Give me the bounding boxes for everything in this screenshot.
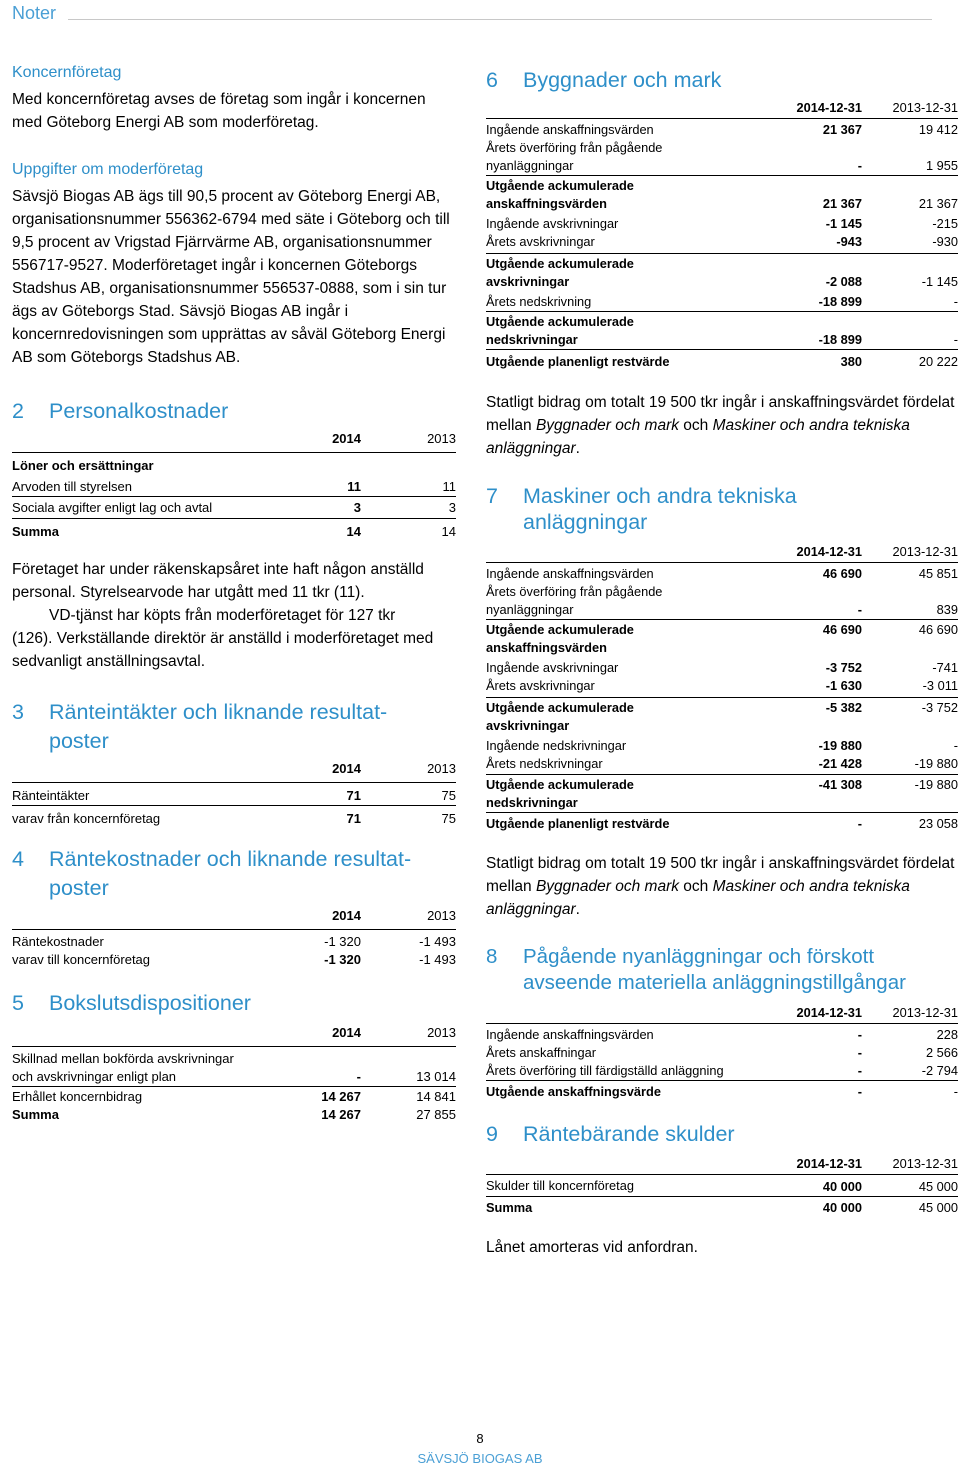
col-2014: 2014	[271, 430, 361, 452]
col-2014: 2014	[271, 1024, 361, 1046]
row-value-2013: 11	[442, 478, 456, 494]
row-value-2013: 45 851	[918, 566, 958, 581]
note-2	[12, 397, 456, 543]
note-4-title-line-1: Räntekostnader och liknande resultat-	[49, 847, 412, 871]
table-row	[486, 1175, 958, 1197]
row-value-2014: 14	[271, 519, 361, 543]
row-label: Ingående anskaffningsvärden	[486, 122, 654, 137]
row-label: Ingående anskaffningsvärden	[486, 566, 654, 581]
row-value-2014: -	[857, 816, 862, 831]
note-8-heading	[486, 944, 958, 996]
note-3-title-line-1: Ränteintäkter och liknande resultat-	[49, 700, 388, 724]
row-value-2014: 46 690	[822, 622, 862, 637]
col-2013-12-31: 2013-12-31	[862, 99, 958, 119]
note-7-number: 7	[486, 484, 498, 508]
row-label: Ingående avskrivningar	[486, 216, 619, 231]
row-value-2013: -	[953, 1084, 958, 1099]
table-row	[486, 291, 958, 312]
note-italic: Maskiner och andra tekniska anläggningar	[486, 417, 910, 457]
table-row	[12, 1046, 456, 1068]
moderforetag-heading: Uppgifter om moderföretag	[12, 161, 204, 178]
row-label: nyanläggningar	[486, 601, 752, 620]
table-row	[486, 1062, 958, 1081]
col-2013: 2013	[361, 907, 456, 929]
row-value-2013: -19 880	[862, 755, 958, 775]
row-label: Utgående ackumulerade	[486, 178, 634, 193]
row-value-2014: 71	[271, 805, 361, 828]
row-value-2014: 11	[347, 478, 361, 494]
note-5-table	[12, 1024, 456, 1126]
row-value-2013: -741	[932, 660, 958, 675]
note-9-number: 9	[486, 1122, 498, 1146]
row-value-2014: -	[752, 1062, 862, 1081]
row-label: nyanläggningar	[486, 157, 752, 176]
note-4-number: 4	[12, 847, 24, 871]
row-value-2014: -5 382	[825, 699, 862, 715]
note-8-table	[486, 1004, 958, 1103]
row-label: Skillnad mellan bokförda avskrivningar	[12, 1050, 234, 1066]
note-3-title-line-2: poster	[49, 729, 109, 753]
table-row	[486, 331, 958, 350]
row-label: Ingående avskrivningar	[486, 660, 619, 675]
row-value-2013: -3 752	[921, 699, 958, 715]
note-8-title	[523, 944, 906, 996]
row-value-2013: -19 880	[914, 777, 958, 792]
row-value-2014: -	[356, 1068, 361, 1084]
note-4	[12, 845, 456, 971]
row-value-2013: 75	[361, 805, 456, 828]
table-row	[486, 311, 958, 331]
col-2014-12-31: 2014-12-31	[752, 99, 862, 119]
table-row	[486, 775, 958, 795]
note-text: Statligt bidrag om totalt 19 500 tkr ingår i anskaffningsvärdet fördelat mellan	[486, 394, 955, 434]
row-value-2014: -21 428	[752, 755, 862, 775]
table-row	[486, 233, 958, 253]
table-row	[486, 717, 958, 735]
row-value-2014: -	[857, 1027, 862, 1042]
note-4-heading	[12, 845, 456, 903]
note-7-title	[523, 483, 797, 535]
row-value-2013: 839	[862, 601, 958, 620]
table-row	[12, 1087, 456, 1107]
row-value-2014: -1 145	[825, 216, 862, 231]
table-row	[486, 657, 958, 677]
note-italic: Byggnader och mark	[535, 878, 679, 895]
note-6-note	[486, 391, 958, 460]
note-5-number: 5	[12, 991, 24, 1015]
row-label: Ingående nedskrivningar	[486, 737, 627, 753]
row-value-2013: 21 367	[918, 196, 958, 211]
note-2-title: Personalkostnader	[49, 399, 229, 423]
row-label: Löner och ersättningar	[12, 457, 154, 473]
table-row	[486, 677, 958, 697]
table-header-row	[486, 99, 958, 119]
col-2014-12-31: 2014-12-31	[752, 1004, 862, 1024]
row-value-2013: -3 011	[862, 677, 958, 697]
note-text: .	[575, 440, 580, 457]
note-5-heading	[12, 989, 456, 1018]
row-value-2013: 46 690	[918, 622, 958, 637]
note-7-note	[486, 852, 958, 921]
row-label: Utgående ackumulerade	[486, 699, 634, 715]
koncernforetag-heading: Koncernföretag	[12, 64, 122, 81]
row-value-2013: 27 855	[416, 1107, 456, 1122]
table-row	[12, 929, 456, 951]
footer-company: SÄVSJÖ BIOGAS AB	[417, 1451, 543, 1466]
koncernforetag-section	[12, 64, 456, 134]
row-label: varav till koncernföretag	[12, 951, 151, 967]
table-row	[12, 452, 456, 475]
row-value-2013: 13 014	[416, 1068, 456, 1084]
col-2014-12-31: 2014-12-31	[752, 543, 862, 563]
col-2013: 2013	[361, 760, 456, 782]
row-value-2013: 14 841	[361, 1087, 456, 1107]
row-label: Årets avskrivningar	[486, 677, 752, 697]
row-value-2014: -19 880	[818, 737, 862, 753]
note-3-title	[49, 698, 387, 756]
col-2014: 2014	[271, 760, 361, 782]
row-value-2014: -	[752, 157, 862, 176]
table-row	[486, 195, 958, 213]
table-row	[12, 805, 456, 828]
table-row	[486, 601, 958, 620]
note-3-number: 3	[12, 700, 24, 724]
row-value-2013: 19 412	[918, 122, 958, 137]
row-label: Ränteintäkter	[12, 787, 90, 803]
page-title: Noter	[12, 3, 57, 23]
row-value-2014: 21 367	[822, 196, 862, 211]
row-label: Årets avskrivningar	[486, 233, 752, 253]
row-label: Summa	[12, 519, 271, 543]
table-sum-row	[12, 1106, 456, 1126]
note-9-heading	[486, 1120, 958, 1149]
table-row	[486, 563, 958, 584]
row-value-2014: 71	[346, 787, 361, 803]
row-label: Årets överföring från pågående	[486, 584, 663, 599]
header-rule	[68, 19, 932, 20]
table-row	[486, 273, 958, 291]
row-value-2014: -2 088	[825, 273, 862, 289]
koncernforetag-text: Med koncernföretag avses de företag som ingår i koncernen med Göteborg Energi AB som moderföretag.	[12, 91, 426, 131]
note-text: Statligt bidrag om totalt 19 500 tkr ingår i anskaffningsvärdet fördelat mellan	[486, 855, 955, 895]
note-6	[486, 66, 958, 371]
page-number: 8	[476, 1431, 484, 1446]
table-row	[486, 794, 958, 813]
note-6-title: Byggnader och mark	[523, 68, 722, 92]
note-6-number: 6	[486, 68, 498, 92]
table-header-row	[12, 1024, 456, 1046]
table-row	[486, 620, 958, 640]
row-label: Årets överföring till färdigställd anläggning	[486, 1062, 752, 1081]
table-row	[486, 157, 958, 176]
row-label: Skulder till koncernföretag	[486, 1175, 752, 1197]
note-9	[486, 1120, 958, 1219]
row-value-2014: 21 367	[822, 122, 862, 137]
row-value-2014: -1 320	[324, 933, 361, 949]
row-value-2014: 380	[840, 353, 862, 369]
note-7-title-line-2: anläggningar	[523, 510, 648, 534]
note-4-title-line-2: poster	[49, 876, 109, 900]
row-value-2013: 23 058	[918, 816, 958, 831]
row-label: Utgående ackumulerade	[486, 777, 634, 792]
row-value-2014: -1 630	[752, 677, 862, 697]
table-row	[486, 735, 958, 755]
row-label: Erhållet koncernbidrag	[12, 1087, 271, 1107]
row-value-2013: -	[862, 291, 958, 312]
row-value-2014: 3	[271, 497, 361, 519]
table-sum-row	[486, 813, 958, 835]
row-label: Årets anskaffningar	[486, 1045, 597, 1060]
table-row	[486, 1044, 958, 1062]
row-value-2014: 14 267	[271, 1087, 361, 1107]
table-row	[486, 213, 958, 233]
moderforetag-text: Sävsjö Biogas AB ägs till 90,5 procent av Göteborg Energi AB, organisationsnummer 556362-6794 med säte i Göteborg och till 9,5 procent av Vrigstad Fjärrvärme AB, organisationsnummer 556717-9527. Moderföretaget ingår i koncernen Göteborgs Stadshus AB, organisationsnummer 556537-0888, som i sin tur ägs av Göteborgs Stad. Sävsjö Biogas AB ingår i koncernredovisningen som upprättas av såväl Göteborg Energi AB som Göteborgs Stadshus AB.	[12, 188, 450, 366]
row-label: Utgående planenligt restvärde	[486, 353, 670, 369]
row-value-2013: 3	[361, 497, 456, 519]
note-3-heading	[12, 698, 456, 756]
row-value-2013: -	[862, 331, 958, 350]
note-5-title: Bokslutsdispositioner	[49, 991, 251, 1015]
table-header-row	[12, 907, 456, 929]
note-2-table	[12, 430, 456, 543]
col-2013: 2013	[361, 1024, 456, 1046]
note-9-table	[486, 1155, 958, 1219]
row-value-2014: 40 000	[822, 1200, 862, 1215]
moderforetag-section	[12, 161, 456, 369]
row-label: Utgående planenligt restvärde	[486, 816, 670, 831]
table-sum-row	[486, 1197, 958, 1219]
table-sum-row	[486, 1081, 958, 1103]
note-9-note: Lånet amorteras vid anfordran.	[486, 1239, 698, 1256]
table-row	[486, 639, 958, 657]
row-label: Räntekostnader	[12, 933, 104, 949]
note-8-title-line-1: Pågående nyanläggningar och förskott	[523, 945, 875, 968]
row-label: Årets nedskrivning	[486, 291, 752, 312]
note-italic: Byggnader och mark	[535, 417, 679, 434]
table-row	[12, 951, 456, 971]
row-label: och avskrivningar enligt plan	[12, 1068, 177, 1084]
note-3	[12, 698, 456, 828]
row-label: nedskrivningar	[486, 794, 752, 813]
row-label: anskaffningsvärden	[486, 196, 607, 211]
row-value-2014: -3 752	[825, 660, 862, 675]
row-label: Sociala avgifter enligt lag och avtal	[12, 497, 271, 519]
note-7-table	[486, 543, 958, 835]
table-row	[486, 139, 958, 157]
note-text: och	[679, 878, 713, 895]
note-8	[486, 944, 958, 1103]
note-6-heading	[486, 66, 958, 95]
row-value-2013: -1 493	[419, 951, 456, 967]
note-italic: Maskiner och andra tekniska anläggningar	[486, 878, 910, 918]
note-4-title	[49, 845, 411, 903]
row-value-2014: -1 320	[324, 951, 361, 967]
note-2-paragraph-3: (126). Verkställande direktör är anställd i moderföretaget med sedvanligt anställningsavtal.	[12, 630, 434, 670]
note-3-table	[12, 760, 456, 828]
row-label: Summa	[486, 1200, 533, 1215]
table-header-row	[12, 430, 456, 452]
note-2-heading	[12, 397, 456, 426]
row-value-2013: -930	[862, 233, 958, 253]
row-label: Ingående anskaffningsvärden	[486, 1027, 654, 1042]
table-row	[12, 1068, 456, 1087]
row-value-2013: -1 493	[419, 933, 456, 949]
row-value-2014: -	[857, 1084, 862, 1099]
note-5	[12, 989, 456, 1126]
row-label: avskrivningar	[486, 717, 570, 733]
note-2-text	[12, 558, 456, 673]
note-8-number: 8	[486, 945, 498, 968]
row-value-2013: -2 794	[862, 1062, 958, 1081]
row-label: nedskrivningar	[486, 331, 752, 350]
row-value-2013: -	[953, 737, 958, 753]
row-value-2013: 14	[361, 519, 456, 543]
row-value-2014: 14 267	[321, 1107, 361, 1122]
row-value-2013: 45 000	[918, 1200, 958, 1215]
table-row	[12, 497, 456, 519]
row-value-2014: 40 000	[752, 1175, 862, 1197]
table-header-row	[486, 1155, 958, 1175]
note-2-paragraph-2: VD-tjänst har köpts från moderföretaget för 127 tkr	[49, 607, 396, 624]
row-label: anskaffningsvärden	[486, 640, 607, 655]
table-row	[12, 782, 456, 805]
note-7-heading	[486, 483, 958, 535]
row-value-2013: 75	[441, 787, 456, 803]
row-label: Årets nedskrivningar	[486, 755, 752, 775]
table-row	[486, 697, 958, 717]
col-2013-12-31: 2013-12-31	[862, 543, 958, 563]
col-2014-12-31: 2014-12-31	[752, 1155, 862, 1175]
row-label: Summa	[12, 1107, 59, 1122]
row-value-2014: -18 899	[752, 331, 862, 350]
table-row	[486, 755, 958, 775]
row-value-2014: -	[752, 601, 862, 620]
table-row	[12, 475, 456, 497]
row-value-2013: -215	[932, 216, 958, 231]
row-value-2014: -943	[752, 233, 862, 253]
page-header	[0, 0, 960, 40]
row-value-2014: 46 690	[822, 566, 862, 581]
note-text: och	[679, 417, 713, 434]
note-7	[486, 483, 958, 835]
row-value-2014: -	[857, 1045, 862, 1060]
table-row	[486, 176, 958, 196]
row-label: Arvoden till styrelsen	[12, 478, 132, 494]
row-label: Utgående ackumulerade	[486, 313, 634, 329]
table-sum-row	[486, 349, 958, 371]
col-2013-12-31: 2013-12-31	[862, 1004, 958, 1024]
row-value-2014: -18 899	[752, 291, 862, 312]
row-label: Utgående anskaffningsvärde	[486, 1084, 661, 1099]
note-text: .	[575, 901, 580, 918]
row-value-2014: -41 308	[818, 777, 862, 792]
col-2013: 2013	[361, 430, 456, 452]
row-value-2013: 20 222	[918, 353, 958, 369]
row-value-2013: 228	[936, 1027, 958, 1042]
table-row	[486, 119, 958, 140]
table-row	[486, 253, 958, 273]
row-value-2013: 1 955	[862, 157, 958, 176]
note-2-paragraph-1: Företaget har under räkenskapsåret inte haft någon anställd personal. Styrelsearvode har utgått med 11 tkr (11).	[12, 561, 424, 601]
table-header-row	[486, 1004, 958, 1024]
note-6-table	[486, 99, 958, 371]
row-label: Årets överföring från pågående	[486, 140, 663, 155]
note-2-number: 2	[12, 399, 24, 423]
note-7-title-line-1: Maskiner och andra tekniska	[523, 484, 797, 508]
table-header-row	[486, 543, 958, 563]
note-9-title: Räntebärande skulder	[523, 1122, 735, 1146]
table-row	[486, 583, 958, 601]
row-label: varav från koncernföretag	[12, 805, 271, 828]
row-label: Utgående ackumulerade	[486, 255, 634, 271]
table-row	[486, 1024, 958, 1045]
row-label: avskrivningar	[486, 273, 570, 289]
row-label: Utgående ackumulerade	[486, 622, 634, 637]
col-2013-12-31: 2013-12-31	[862, 1155, 958, 1175]
table-sum-row	[12, 519, 456, 543]
note-4-table	[12, 907, 456, 971]
row-value-2013: -1 145	[921, 273, 958, 289]
col-2014: 2014	[271, 907, 361, 929]
row-value-2013: 45 000	[862, 1175, 958, 1197]
note-8-title-line-2: avseende materiella anläggningstillgångar	[523, 971, 906, 994]
row-value-2013: 2 566	[925, 1045, 958, 1060]
table-header-row	[12, 760, 456, 782]
